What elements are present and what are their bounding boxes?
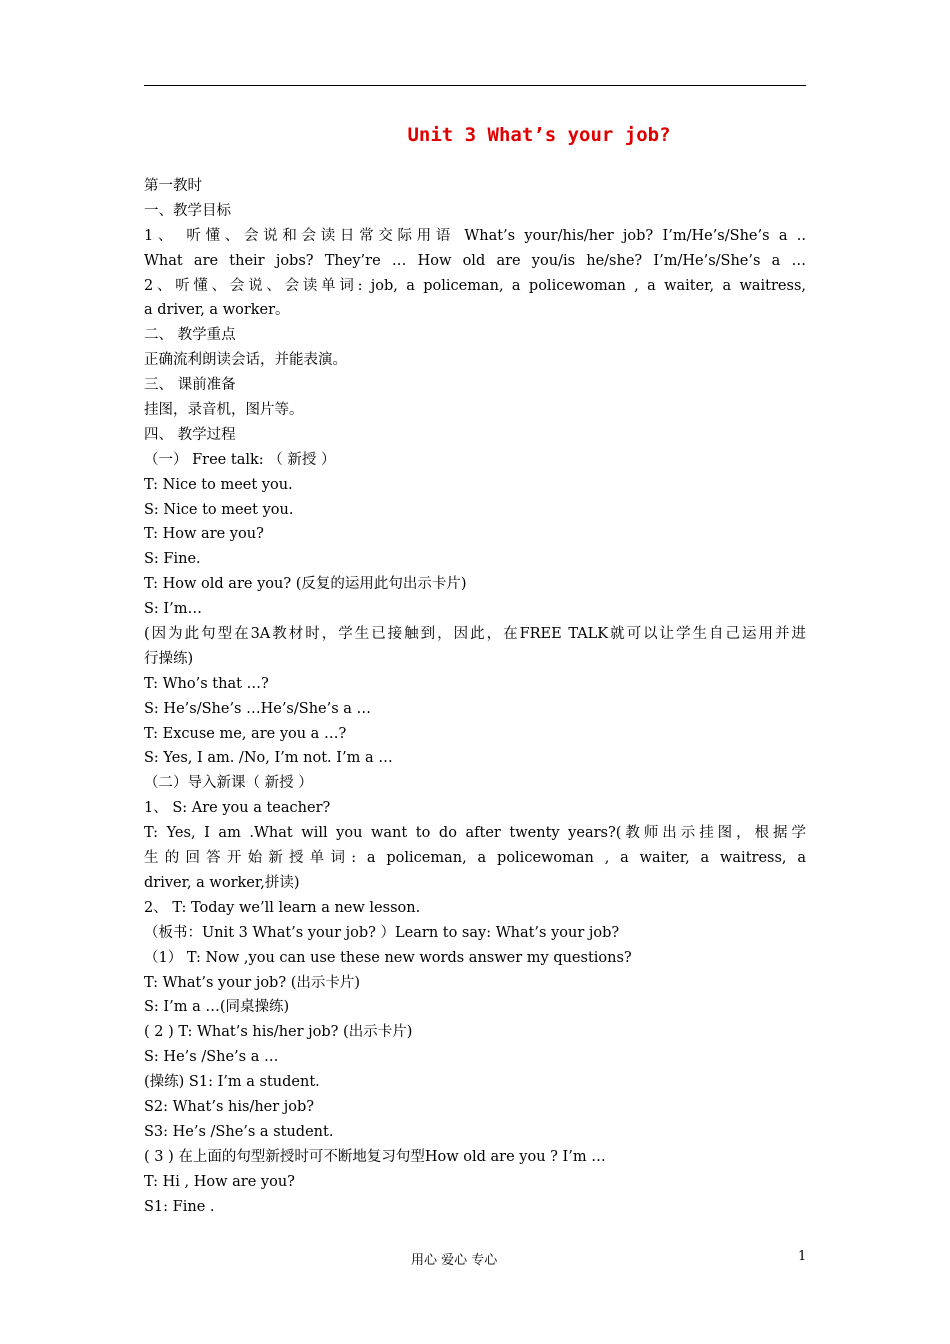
text-line: a driver, a worker。 [144,302,290,319]
text-line: S: Fine. [144,551,201,568]
text-line: （1） T: Now ,you can use these new words answer my questions? [144,949,632,966]
text-line: T: Excuse me, are you a …? [144,725,347,742]
text-line: T: What’s your job? (出示卡片) [144,974,361,991]
text-line: T: How old are you? (反复的运用此句出示卡片) [144,576,467,593]
text-line: S: Yes, I am. /No, I’m not. I’m a … [144,750,393,767]
text-line: S2: What’s his/her job? [144,1098,315,1115]
text-line: S: He’s/She’s …He’s/She’s a … [144,700,372,717]
text-line: (因为此句型在3A教材时，学生已接触到，因此，在FREE TALK就可以让学生自己运用并进 [144,626,806,643]
text-line: 一、教学目标 [144,202,231,219]
text-line: (操练) S1: I’m a student. [144,1074,320,1091]
text-line: T: How are you? [144,526,264,543]
header-rule [144,85,806,86]
footer-motto: 用心 爱心 专心 [411,1253,498,1268]
text-line: 四、 教学过程 [144,426,236,443]
text-line: driver, a worker,拼读) [144,874,300,891]
text-line: 生的回答开始新授单词: a policeman, a policewoman , a waiter, a waitress, a [144,850,806,867]
text-line: T: Nice to meet you. [144,476,293,493]
text-line: 1、 S: Are you a teacher? [144,800,331,817]
text-line: 正确流利朗读会话，并能表演。 [144,352,347,369]
text-line: 1、 听懂、会说和会读日常交际用语 What’s your/his/her job? I’m/He’s/She’s a .. [144,227,806,244]
text-line: T: Who’s that …? [144,675,269,692]
text-line: T: Hi , How are you? [144,1173,295,1190]
text-line: T: Yes, I am .What will you want to do after twenty years?(教师出示挂图，根据学 [144,825,806,842]
text-line: 三、 课前准备 [144,377,236,394]
text-line: ( 3 ) 在上面的句型新授时可不断地复习句型How old are you ? I’m … [144,1148,606,1165]
text-line: ( 2 ) T: What’s his/her job? (出示卡片) [144,1024,413,1041]
page-number: 1 [798,1249,807,1264]
text-line: S: I’m… [144,601,203,618]
text-line: 2、 T: Today we’ll learn a new lesson. [144,899,421,916]
text-line: What are their jobs? They’re … How old are you/is he/she? I’m/He’s/She’s a … [144,252,806,269]
text-line: S: Nice to meet you. [144,501,294,518]
text-line: （二）导入新课（ 新授 ） [144,775,313,792]
text-line: 挂图，录音机，图片等。 [144,402,304,419]
text-line: 2、听懂、会说、会读单词: job, a policeman, a policewoman , a waiter, a waitress, [144,277,806,294]
text-line: （板书：Unit 3 What’s your job? ）Learn to say: What’s your job? [144,924,620,941]
text-line: S: He’s /She’s a … [144,1049,279,1066]
page-footer [0,1249,950,1269]
text-line: 二、 教学重点 [144,327,236,344]
text-line: 第一教时 [144,178,202,194]
document-body [144,174,806,1219]
page-title: Unit 3 What’s your job? [407,124,671,146]
text-line: S1: Fine . [144,1198,215,1215]
text-line: 行操练) [144,650,194,667]
text-line: S3: He’s /She’s a student. [144,1123,334,1140]
text-line: S: I’m a …(同桌操练) [144,999,290,1016]
text-line: （一） Free talk: （ 新授 ） [144,451,336,468]
